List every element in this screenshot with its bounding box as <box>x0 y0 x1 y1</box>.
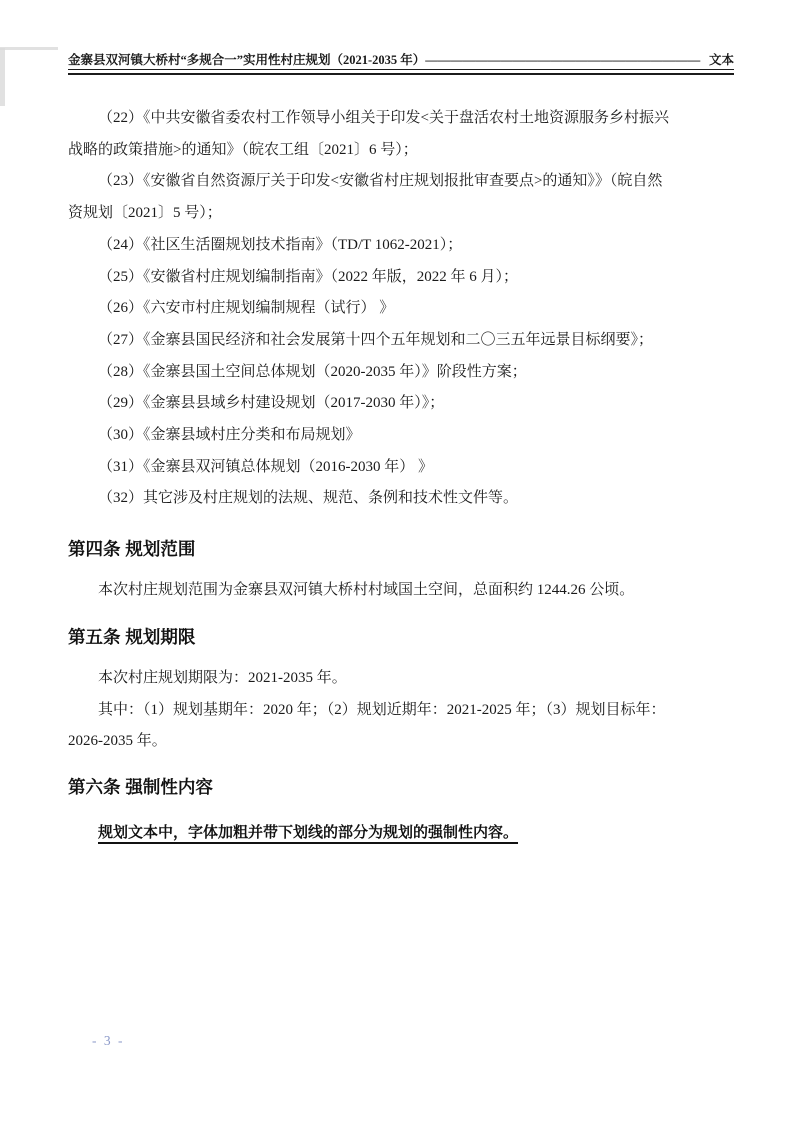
article-5-text-2-line-2: 2026-2035 年。 <box>68 733 167 750</box>
scan-artifact-top <box>0 47 58 50</box>
section-heading-article-4: 第四条 规划范围 <box>68 539 196 560</box>
header-dash-filler: —————————————————————— <box>425 53 701 67</box>
reference-list <box>68 103 734 515</box>
page-content <box>68 52 734 849</box>
article-6-paragraph <box>68 817 734 849</box>
page-header <box>68 52 734 75</box>
reference-item-22-line-1: （22）《中共安徽省委农村工作领导小组关于印发<关于盘活农村土地资源服务乡村振兴 <box>98 110 669 126</box>
reference-item-22-line-2: 战略的政策措施>的通知》（皖农工组〔2021〕6 号）； <box>68 141 418 158</box>
reference-item-24: （24）《社区生活圈规划技术指南》（TD/T 1062-2021）； <box>98 236 463 253</box>
page-number: - 3 - <box>92 1033 125 1048</box>
article-5-paragraph-1 <box>68 663 734 695</box>
reference-item-25: （25）《安徽省村庄规划编制指南》（2022 年版，2022 年 6 月）； <box>98 268 519 285</box>
article-5-paragraph-2 <box>68 695 734 758</box>
reference-item-30: （30）《金寨县域村庄分类和布局规划》 <box>98 427 361 444</box>
header-doc-type-label: 文本 <box>708 53 734 67</box>
page-header-row <box>68 52 734 70</box>
reference-item-29: （29）《金寨县县域乡村建设规划（2017-2030 年）》； <box>98 395 445 412</box>
article-5-text-1: 本次村庄规划期限为：2021-2035 年。 <box>98 669 347 686</box>
reference-item-23-line-2: 资规划〔2021〕5 号）； <box>68 205 222 222</box>
reference-item-23-line-1: （23）《安徽省自然资源厅关于印发<安徽省村庄规划报批审查要点>的通知》》（皖自然 <box>98 173 663 190</box>
article-6-mandatory-text: 规划文本中，字体加粗并带下划线的部分为规划的强制性内容。 <box>98 823 519 841</box>
article-5-text-2-line-1: 其中：（1）规划基期年：2020 年；（2）规划近期年：2021-2025 年；（3）规划目标年： <box>98 701 666 718</box>
article-4-text: 本次村庄规划范围为金寨县双河镇大桥村村域国土空间，总面积约 1244.26 公顷。 <box>98 582 635 599</box>
scan-artifact-left <box>0 48 5 106</box>
header-title: 金寨县双河镇大桥村“多规合一”实用性村庄规划（2021-2035 年） <box>68 53 426 67</box>
section-heading-article-6: 第六条 强制性内容 <box>68 776 213 797</box>
section-heading-article-5: 第五条 规划期限 <box>68 626 196 647</box>
reference-item-32: （32）其它涉及村庄规划的法规、规范、条例和技术性文件等。 <box>98 490 519 507</box>
reference-item-27: （27）《金寨县国民经济和社会发展第十四个五年规划和二〇三五年远景目标纲要》； <box>98 331 654 348</box>
reference-item-28: （28）《金寨县国土空间总体规划（2020-2035 年）》阶段性方案； <box>98 363 527 380</box>
reference-item-26: （26）《六安市村庄规划编制规程（试行） 》 <box>98 300 395 317</box>
article-4-paragraph <box>68 575 734 607</box>
reference-item-31: （31）《金寨县双河镇总体规划（2016-2030 年） 》 <box>98 458 433 475</box>
